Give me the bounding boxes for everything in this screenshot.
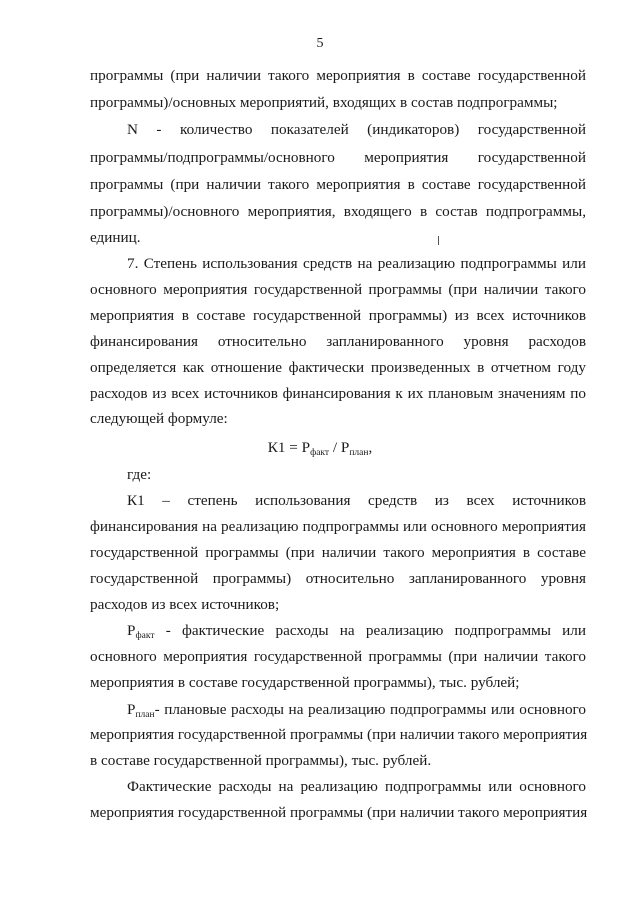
formula-sub-fakt: факт <box>310 448 330 458</box>
formula <box>0 438 640 458</box>
page-number: 5 <box>316 36 324 51</box>
text-line: государственной программы (при наличии такого мероприятия в составе <box>90 544 586 561</box>
p-fakt-definition <box>127 621 586 641</box>
p-plan-symbol: Р <box>127 701 136 718</box>
p-plan-definition <box>127 700 586 720</box>
text-line: единиц. <box>90 229 141 246</box>
text-line: финансирования на реализацию подпрограммы или основного мероприятия <box>90 518 586 535</box>
text-line: Фактические расходы на реализацию подпрограммы или основного <box>127 778 586 795</box>
p-fakt-text: - фактические расходы на реализацию подпрограммы или <box>154 622 586 639</box>
text-line: программы (при наличии такого мероприятия в составе государственной <box>90 67 586 84</box>
text-line: определяется как отношение фактически произведенных в отчетном году <box>90 359 586 376</box>
text-line: мероприятия в составе государственной программы) из всех источников <box>90 307 586 324</box>
text-line: мероприятия государственной программы (при наличии такого мероприятия <box>90 804 588 821</box>
p-plan-text: - плановые расходы на реализацию подпрограммы или основного <box>154 701 586 718</box>
formula-sub-plan: план <box>349 448 369 458</box>
text-line: программы)/основного мероприятия, входящего в состав подпрограммы, <box>90 203 586 220</box>
text-line: мероприятия государственной программы (при наличии такого мероприятия <box>90 726 588 743</box>
text-line: основного мероприятия государственной программы (при наличии такого <box>90 281 586 298</box>
text-line: программы)/основных мероприятий, входящих в состав подпрограммы; <box>90 94 558 111</box>
text-line: расходов из всех источников; <box>90 596 280 613</box>
text-line: где: <box>127 466 152 483</box>
text-line: финансирования относительно запланированного уровня расходов <box>90 333 586 350</box>
formula-mid: / Р <box>329 439 350 456</box>
text-line: программы/подпрограммы/основного мероприятия государственной <box>90 149 586 166</box>
text-line: в составе государственной программы), тыс. рублей. <box>90 752 432 769</box>
formula-lhs: К1 = Р <box>267 439 311 456</box>
formula-tail: , <box>368 439 373 456</box>
text-line: государственной программы) относительно запланированного уровня <box>90 570 586 587</box>
text-line: следующей формуле: <box>90 410 228 427</box>
text-line: мероприятия в составе государственной программы), тыс. рублей; <box>90 674 520 691</box>
scan-mark <box>438 236 439 245</box>
text-line: К1 – степень использования средств из всех источников <box>127 492 586 509</box>
p-fakt-symbol: Р <box>127 622 136 639</box>
text-line: программы (при наличии такого мероприятия в составе государственной <box>90 176 586 193</box>
p-fakt-subscript: факт <box>135 631 155 641</box>
text-line: N - количество показателей (индикаторов) государственной <box>127 121 586 138</box>
text-line: расходов из всех источников финансирования к их плановым значениям по <box>90 385 586 402</box>
p-plan-subscript: план <box>135 710 155 720</box>
text-line: основного мероприятия государственной программы (при наличии такого <box>90 648 586 665</box>
text-line: 7. Степень использования средств на реализацию подпрограммы или <box>127 255 586 272</box>
